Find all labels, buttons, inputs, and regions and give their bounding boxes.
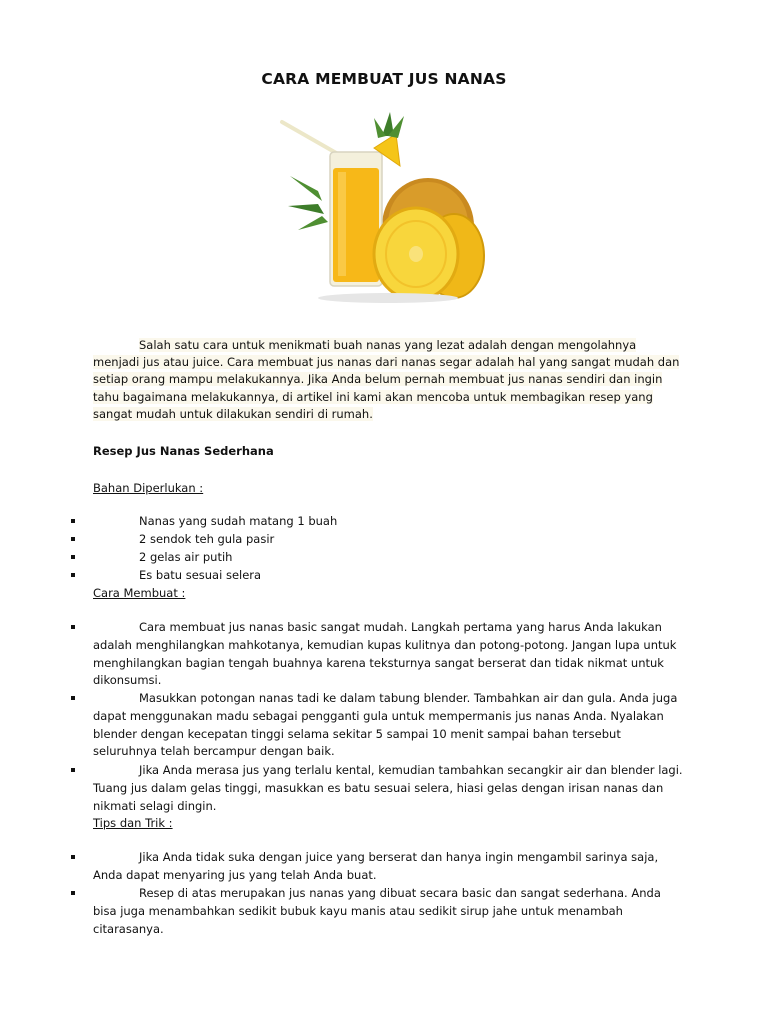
page-title: CARA MEMBUAT JUS NANAS <box>261 70 507 88</box>
intro-paragraph <box>93 337 683 423</box>
list-item: Masukkan potongan nanas tadi ke dalam tabung blender. Tambahkan air dan gula. Anda juga dapat menggunakan madu sebagai pengganti gula untuk mempermanis jus nanas Anda. Nyalakan blender dengan kecepatan tinggi selama sekitar 5 sampai 10 menit sampai bahan tersebut seluruhnya telah bercampur dengan baik. <box>93 690 683 761</box>
intro-text: Salah satu cara untuk menikmati buah nanas yang lezat adalah dengan mengolahnya menjadi jus atau juice. Cara membuat jus nanas dari nanas segar adalah hal yang sangat mudah dan setiap orang mampu melakukannya. Jika Anda belum pernah membuat jus nanas sendiri dan ingin tahu bagaimana melakukannya, di artikel ini kami akan mencoba untuk membagikan resep yang sangat mudah untuk dilakukan sendiri di rumah. <box>93 338 680 421</box>
list-item: Cara membuat jus nanas basic sangat mudah. Langkah pertama yang harus Anda lakukan adalah menghilangkan mahkotanya, kemudian kupas kulitnya dan potong-potong. Jangan lupa untuk menghilangkan bagian tengah buahnya karena teksturnya sangat berserat dan tidak nikmat untuk dikonsumsi. <box>93 619 683 690</box>
list-item: Jika Anda merasa jus yang terlalu kental, kemudian tambahkan secangkir air dan blender lagi. Tuang jus dalam gelas tinggi, masukkan es batu sesuai selera, hiasi gelas dengan irisan nanas dan nikmati selagi dingin. <box>93 762 683 815</box>
tips-heading: Tips dan Trik : <box>93 816 173 830</box>
recipe-heading: Resep Jus Nanas Sederhana <box>93 444 274 458</box>
list-item: Es batu sesuai selera <box>93 567 683 585</box>
list-item: Resep di atas merupakan jus nanas yang dibuat secara basic dan sangat sederhana. Anda bisa juga menambahkan sedikit bubuk kayu manis atau sedikit sirup jahe untuk menambah citarasanya. <box>93 885 683 938</box>
list-item: 2 sendok teh gula pasir <box>93 531 683 549</box>
pineapple-juice-image <box>278 106 490 306</box>
ingredients-heading: Bahan Diperlukan : <box>93 481 204 495</box>
list-item: 2 gelas air putih <box>93 549 683 567</box>
list-item: Jika Anda tidak suka dengan juice yang berserat dan hanya ingin mengambil sarinya saja, Anda dapat menyaring jus yang telah Anda buat. <box>93 849 683 885</box>
list-item: Nanas yang sudah matang 1 buah <box>93 513 683 531</box>
method-heading: Cara Membuat : <box>93 586 186 600</box>
